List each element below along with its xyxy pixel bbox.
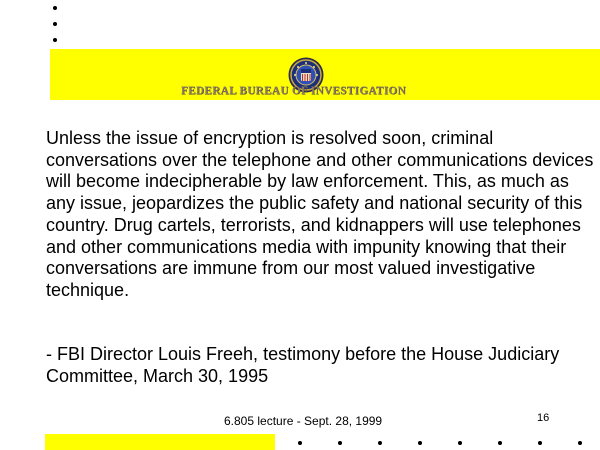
quote-text: Unless the issue of encryption is resolved soon, criminal conversations over the telephone and other communications devices will become indecipherable by law enforcement. This, as much as any issue, jeopardizes the public safety and national security of this country. Drug cartels, terrorists, and kidnappers will use telephones and other communications media with impunity knowing that their conversations are immune from our most valued investigative technique. [46, 128, 594, 300]
quote-attribution: - FBI Director Louis Freeh, testimony before the House Judiciary Committee, March 30, 1995 [46, 344, 560, 386]
banner-title: FEDERAL BUREAU OF INVESTIGATION [181, 85, 406, 97]
decorative-dot [53, 38, 57, 42]
decorative-dot [53, 6, 57, 10]
footer-bar [45, 434, 275, 450]
decorative-dot [458, 441, 462, 445]
slide-number: 16 [537, 412, 550, 424]
decorative-dot [298, 441, 302, 445]
decorative-dot [578, 441, 582, 445]
decorative-dot [378, 441, 382, 445]
decorative-dot [53, 22, 57, 26]
decorative-dot [338, 441, 342, 445]
footer-lecture-info: 6.805 lecture - Sept. 28, 1999 [224, 414, 383, 428]
decorative-dot [498, 441, 502, 445]
decorative-dot [538, 441, 542, 445]
decorative-dot [418, 441, 422, 445]
